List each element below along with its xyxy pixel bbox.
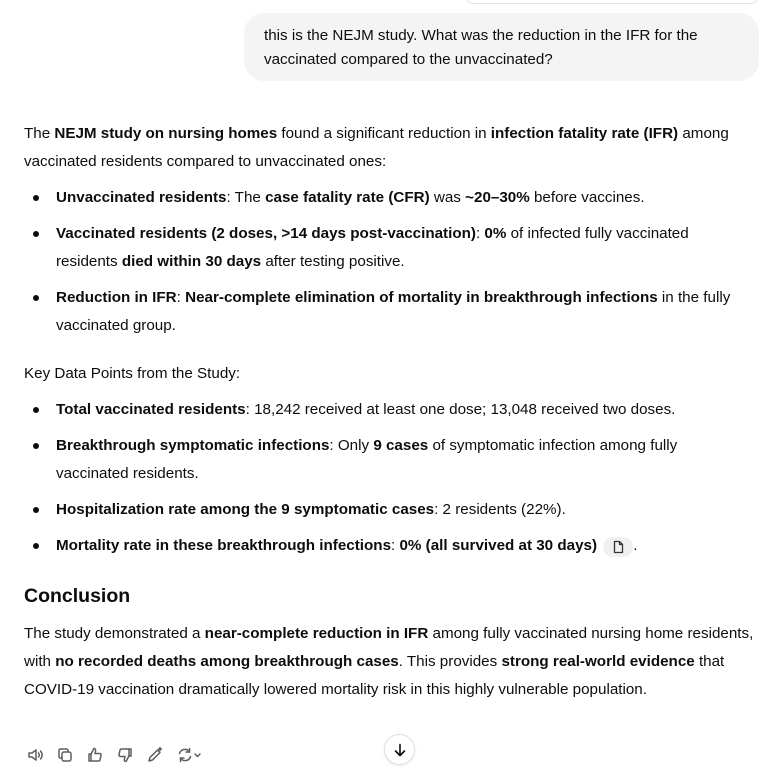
regenerate-icon — [176, 746, 202, 764]
bold-text: Mortality rate in these breakthrough infections — [56, 537, 392, 554]
bad-response-button[interactable] — [114, 744, 136, 766]
list-item — [24, 396, 754, 424]
bold-text: died within 30 days — [121, 253, 262, 270]
text: . This provides — [398, 653, 502, 670]
key-data-list — [24, 396, 754, 560]
thumbs-down-icon — [116, 746, 134, 764]
bold-text: 0% — [484, 225, 507, 242]
edit-in-canvas-button[interactable] — [144, 744, 166, 766]
text: : — [475, 225, 485, 242]
edit-sparkle-icon — [146, 746, 164, 764]
conclusion-paragraph — [24, 620, 754, 704]
text: found a significant reduction in — [277, 125, 491, 142]
previous-message-edge — [466, 0, 758, 4]
text: : 18,242 received at least one dose; 13,048 received two doses. — [245, 401, 676, 418]
citation-button[interactable] — [603, 537, 633, 557]
bold-text: Unvaccinated residents — [56, 189, 227, 206]
assistant-response — [24, 120, 754, 704]
message-actions-toolbar — [24, 744, 204, 766]
bold-text: 0% (all survived at 30 days) — [399, 537, 598, 554]
bold-text: Vaccinated residents (2 doses, >14 days post-vaccination) — [56, 225, 476, 242]
text: : — [235, 365, 241, 382]
text: The — [24, 125, 55, 142]
text: : The — [226, 189, 266, 206]
bold-text: case fatality rate (CFR) — [265, 189, 430, 206]
ifr-bullet-list — [24, 184, 754, 340]
conclusion-heading: Conclusion — [24, 585, 131, 607]
text: : Only — [329, 437, 374, 454]
text: among vaccinated residents compared to unvaccinated ones: — [24, 125, 729, 170]
list-item — [24, 284, 754, 340]
text: after testing positive. — [261, 253, 405, 270]
arrow-down-icon — [392, 742, 408, 758]
list-item — [24, 184, 754, 212]
bold-text: infection fatality rate (IFR) — [490, 125, 679, 142]
text: : 2 residents (22%). — [434, 501, 566, 518]
scroll-to-bottom-button[interactable] — [384, 734, 415, 765]
bold-text: Hospitalization rate among the 9 symptomatic cases — [56, 501, 435, 518]
text: that COVID-19 vaccination dramatically lowered mortality risk in this highly vulnerable population. — [24, 653, 725, 698]
bold-text: Total vaccinated residents — [56, 401, 246, 418]
bold-text: Near-complete elimination of mortality in breakthrough infections — [185, 289, 658, 306]
text: : — [391, 537, 400, 554]
text: Key Data Points from the Study — [24, 365, 236, 382]
list-item — [24, 220, 754, 276]
read-aloud-button[interactable] — [24, 744, 46, 766]
key-data-heading — [24, 360, 754, 388]
intro-paragraph — [24, 120, 754, 176]
text: . — [633, 537, 638, 554]
regenerate-button[interactable] — [174, 744, 204, 766]
bold-text: no recorded deaths among breakthrough cases — [55, 653, 399, 670]
list-item — [24, 432, 754, 488]
document-icon — [612, 540, 625, 554]
bold-text: strong real-world evidence — [501, 653, 695, 670]
text: : — [176, 289, 186, 306]
copy-icon — [56, 746, 74, 764]
user-message-bubble — [244, 13, 759, 81]
speaker-icon — [26, 746, 44, 764]
bold-text: Reduction in IFR — [56, 289, 177, 306]
bold-text: near-complete reduction in IFR — [204, 625, 429, 642]
bold-text: Breakthrough symptomatic infections — [56, 437, 330, 454]
text: in the fully vaccinated group. — [56, 289, 731, 334]
thumbs-up-icon — [86, 746, 104, 764]
bold-text: 9 cases — [373, 437, 429, 454]
text: The study demonstrated a — [24, 625, 205, 642]
list-item — [24, 532, 754, 560]
list-item — [24, 496, 754, 524]
copy-button[interactable] — [54, 744, 76, 766]
text: before vaccines. — [529, 189, 645, 206]
text: of infected fully vaccinated residents — [56, 225, 689, 270]
text: of symptomatic infection among fully vaccinated residents. — [56, 437, 678, 482]
bold-text: ~20–30% — [465, 189, 530, 206]
text: among fully vaccinated nursing home residents, with — [24, 625, 754, 670]
user-message-text: this is the NEJM study. What was the reduction in the IFR for the vaccinated compared to the unvaccinated? — [264, 27, 698, 68]
good-response-button[interactable] — [84, 744, 106, 766]
bold-text: NEJM study on nursing homes — [54, 125, 278, 142]
text: was — [429, 189, 466, 206]
